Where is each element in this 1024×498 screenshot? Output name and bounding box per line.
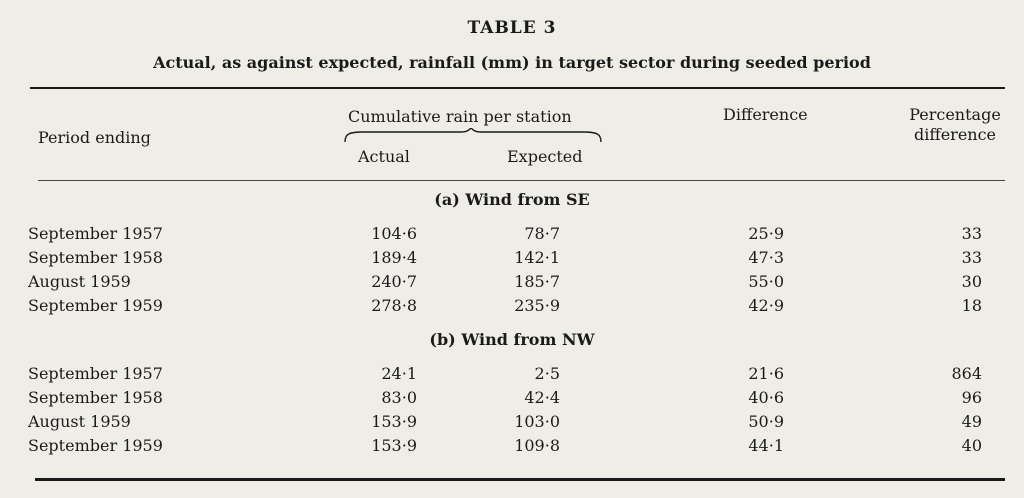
table-row <box>0 296 1024 320</box>
cell-actual: 83·0 <box>381 388 417 407</box>
cell-expected: 2·5 <box>534 364 560 383</box>
header-percentage-line1: Percentage <box>909 105 1001 124</box>
cell-expected: 42·4 <box>524 388 560 407</box>
header-cumulative-rain: Cumulative rain per station <box>348 107 572 126</box>
cell-actual: 278·8 <box>371 296 417 315</box>
cell-percentage: 96 <box>961 388 982 407</box>
cell-period: September 1958 <box>28 388 163 407</box>
table-row <box>0 412 1024 436</box>
cell-difference: 21·6 <box>748 364 784 383</box>
cell-period: September 1957 <box>28 364 163 383</box>
cell-actual: 189·4 <box>371 248 417 267</box>
cell-actual: 104·6 <box>371 224 417 243</box>
header-actual: Actual <box>358 147 410 166</box>
cell-period: September 1959 <box>28 436 163 455</box>
cell-expected: 103·0 <box>514 412 560 431</box>
table-row <box>0 248 1024 272</box>
cell-percentage: 33 <box>961 224 982 243</box>
cell-percentage: 30 <box>961 272 982 291</box>
table-title: TABLE 3 <box>467 18 557 38</box>
header-brace <box>343 128 603 144</box>
cell-expected: 109·8 <box>514 436 560 455</box>
header-expected: Expected <box>507 147 583 166</box>
bottom-rule <box>35 478 1005 481</box>
table-row <box>0 436 1024 460</box>
cell-percentage: 18 <box>961 296 982 315</box>
cell-difference: 44·1 <box>748 436 784 455</box>
cell-actual: 153·9 <box>371 412 417 431</box>
cell-difference: 25·9 <box>748 224 784 243</box>
cell-expected: 185·7 <box>514 272 560 291</box>
cell-actual: 240·7 <box>371 272 417 291</box>
cell-period: September 1958 <box>28 248 163 267</box>
cell-percentage: 864 <box>951 364 982 383</box>
top-rule <box>30 87 1005 89</box>
section-label-nw: (b) Wind from NW <box>429 330 595 349</box>
header-period-ending: Period ending <box>38 128 151 147</box>
cell-expected: 78·7 <box>524 224 560 243</box>
cell-difference: 55·0 <box>748 272 784 291</box>
cell-period: August 1959 <box>28 272 131 291</box>
header-percentage-difference <box>895 105 1015 145</box>
cell-actual: 24·1 <box>381 364 417 383</box>
cell-difference: 50·9 <box>748 412 784 431</box>
cell-percentage: 49 <box>961 412 982 431</box>
table-row <box>0 272 1024 296</box>
cell-expected: 235·9 <box>514 296 560 315</box>
cell-percentage: 33 <box>961 248 982 267</box>
cell-difference: 47·3 <box>748 248 784 267</box>
cell-percentage: 40 <box>961 436 982 455</box>
header-percentage-line2: difference <box>913 125 997 144</box>
table-row <box>0 364 1024 388</box>
cell-period: August 1959 <box>28 412 131 431</box>
cell-difference: 40·6 <box>748 388 784 407</box>
header-rule <box>38 180 1005 181</box>
cell-difference: 42·9 <box>748 296 784 315</box>
cell-period: September 1957 <box>28 224 163 243</box>
cell-actual: 153·9 <box>371 436 417 455</box>
section-label-se: (a) Wind from SE <box>434 190 590 209</box>
header-difference: Difference <box>723 105 808 124</box>
cell-period: September 1959 <box>28 296 163 315</box>
cell-expected: 142·1 <box>514 248 560 267</box>
table-row <box>0 388 1024 412</box>
table-row <box>0 224 1024 248</box>
table-caption: Actual, as against expected, rainfall (mm) in target sector during seeded period <box>153 53 871 72</box>
